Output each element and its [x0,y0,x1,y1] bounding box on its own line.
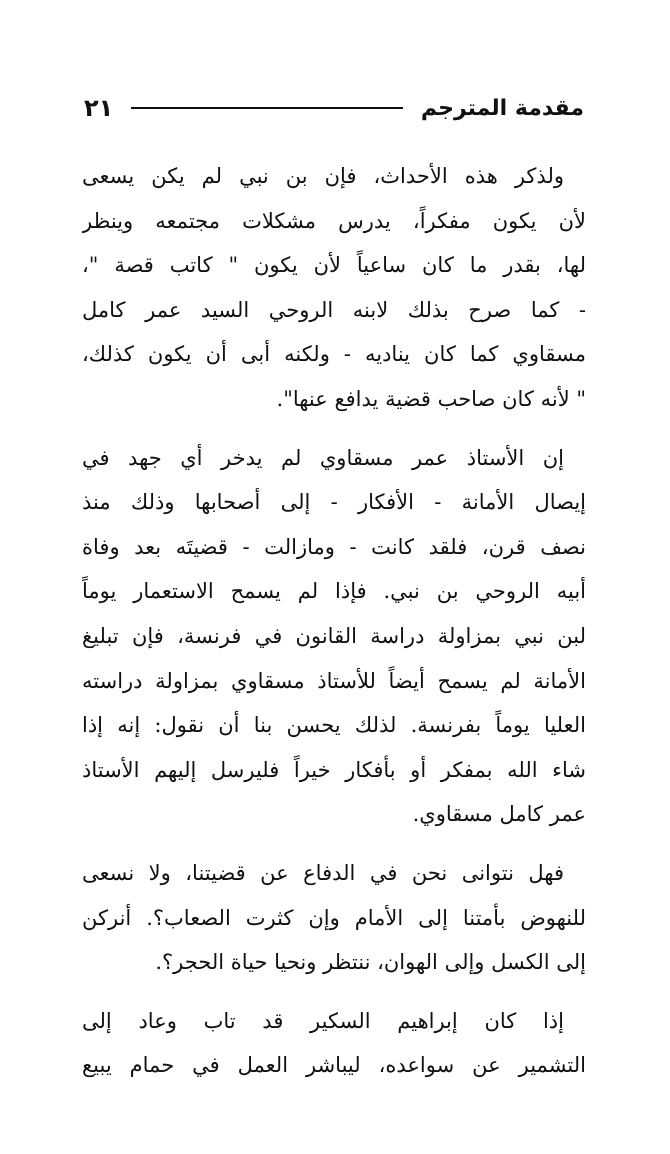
text-line: إن الأستاذ عمر مسقاوي لم يدخر أي جهد في [82,445,564,470]
text-line: لها، بقدر ما كان ساعياً لأن يكون " كاتب قصة "، [82,253,586,278]
body-text [82,154,586,1102]
text-line: إذا كان إبراهيم السكير قد تاب وعاد إلى [82,1008,564,1033]
text-line: إيصال الأمانة - الأفكار - إلى أصحابها وذلك منذ [82,490,586,515]
text-line: للنهوض بأمتنا إلى الأمام وإن كثرت الصعاب؟. أنركن [82,905,586,930]
text-line: لبن نبي بمزاولة دراسة القانون في فرنسة، فإن تبليغ [82,623,586,648]
paragraph-3 [82,851,586,985]
paragraph-1 [82,154,586,422]
text-line: العليا يوماً بفرنسة. لذلك يحسن بنا أن نقول: إنه إذا [82,713,586,738]
text-line: التشمير عن سواعده، ليباشر العمل في حمام يبيع [82,1053,586,1078]
text-line: إلى الكسل وإلى الهوان، ننتظر ونحيا حياة الحجر؟. [155,950,586,975]
text-line: أبيه الروحي بن نبي. فإذا لم يسمح الاستعمار يوماً [82,579,586,604]
text-line: شاء الله بمفكر أو بأفكار خيراً فليرسل إليهم الأستاذ [82,757,586,782]
text-line: نصف قرن، فلقد كانت - ومازالت - قضيتَه بعد وفاة [82,534,586,559]
page-number: ٢١ [84,94,114,122]
text-line: الأمانة لم يسمح أيضاً للأستاذ مسقاوي بمزاولة دراسته [82,668,586,693]
text-line: عمر كامل مسقاوي. [412,802,586,827]
text-line: مسقاوي كما كان يناديه - ولكنه أبى أن يكون كذلك، [82,342,586,367]
page-header [84,88,584,128]
running-title: مقدمة المترجم [420,95,584,121]
paragraph-4 [82,999,586,1088]
text-line: - كما صرح بذلك لابنه الروحي السيد عمر كامل [82,297,586,322]
header-rule [131,107,403,109]
text-line: لأن يكون مفكراً، يدرس مشكلات مجتمعه وينظر [82,208,586,233]
paragraph-2 [82,436,586,837]
text-line: ولذكر هذه الأحداث، فإن بن نبي لم يكن يسعى [82,164,564,188]
text-line: فهل نتوانى نحن في الدفاع عن قضيتنا، ولا نسعى [82,860,564,885]
text-line: " لأنه كان صاحب قضية يدافع عنها". [276,386,586,411]
